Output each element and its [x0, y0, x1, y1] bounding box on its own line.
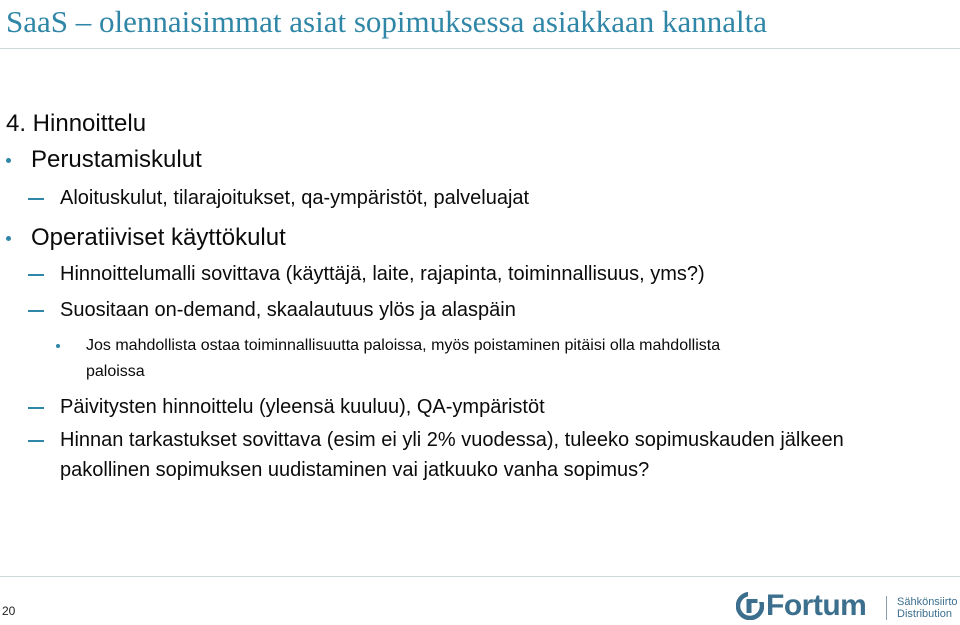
dash-icon	[28, 440, 44, 442]
division-line-fi: Sähkönsiirto	[897, 596, 958, 608]
logo-separator	[886, 596, 887, 620]
bullet-dot-icon	[6, 158, 11, 163]
bullet-dot-icon	[6, 236, 11, 241]
section-heading: 4. Hinnoittelu	[6, 110, 147, 137]
bullet-dot-icon	[56, 344, 60, 348]
dash-icon	[28, 198, 44, 200]
bullet-text: paloissa	[86, 363, 145, 380]
slide-title: SaaS – olennaisimmat asiat sopimuksessa asiakkaan kannalta	[6, 4, 768, 39]
dash-icon	[28, 274, 44, 276]
bullet-text: Suositaan on-demand, skaalautuus ylös ja alaspäin	[60, 299, 516, 321]
division-name	[897, 596, 958, 620]
title-divider	[0, 48, 960, 49]
dash-icon	[28, 407, 44, 409]
fortum-logo-icon	[736, 592, 764, 620]
bullet-text: Hinnoittelumalli sovittava (käyttäjä, laite, rajapinta, toiminnallisuus, yms?)	[60, 263, 705, 285]
page-number: 20	[2, 604, 16, 618]
bullet-text: pakollinen sopimuksen uudistaminen vai jatkuuko vanha sopimus?	[60, 459, 650, 481]
bullet-text: Aloituskulut, tilarajoitukset, qa-ympäristöt, palveluajat	[60, 187, 530, 209]
bullet-text: Perustamiskulut	[31, 146, 202, 173]
fortum-logo-text: Fortum	[766, 589, 867, 622]
division-line-en: Distribution	[897, 608, 953, 620]
dash-icon	[28, 310, 44, 312]
footer-divider	[0, 576, 960, 577]
bullet-text: Päivitysten hinnoittelu (yleensä kuuluu), QA-ympäristöt	[60, 396, 545, 418]
bullet-text: Operatiiviset käyttökulut	[31, 224, 286, 251]
bullet-text: Hinnan tarkastukset sovittava (esim ei yli 2% vuodessa), tuleeko sopimuskauden jälkeen	[60, 429, 844, 451]
bullet-text: Jos mahdollista ostaa toiminnallisuutta paloissa, myös poistaminen pitäisi olla mahdollista	[86, 337, 721, 354]
